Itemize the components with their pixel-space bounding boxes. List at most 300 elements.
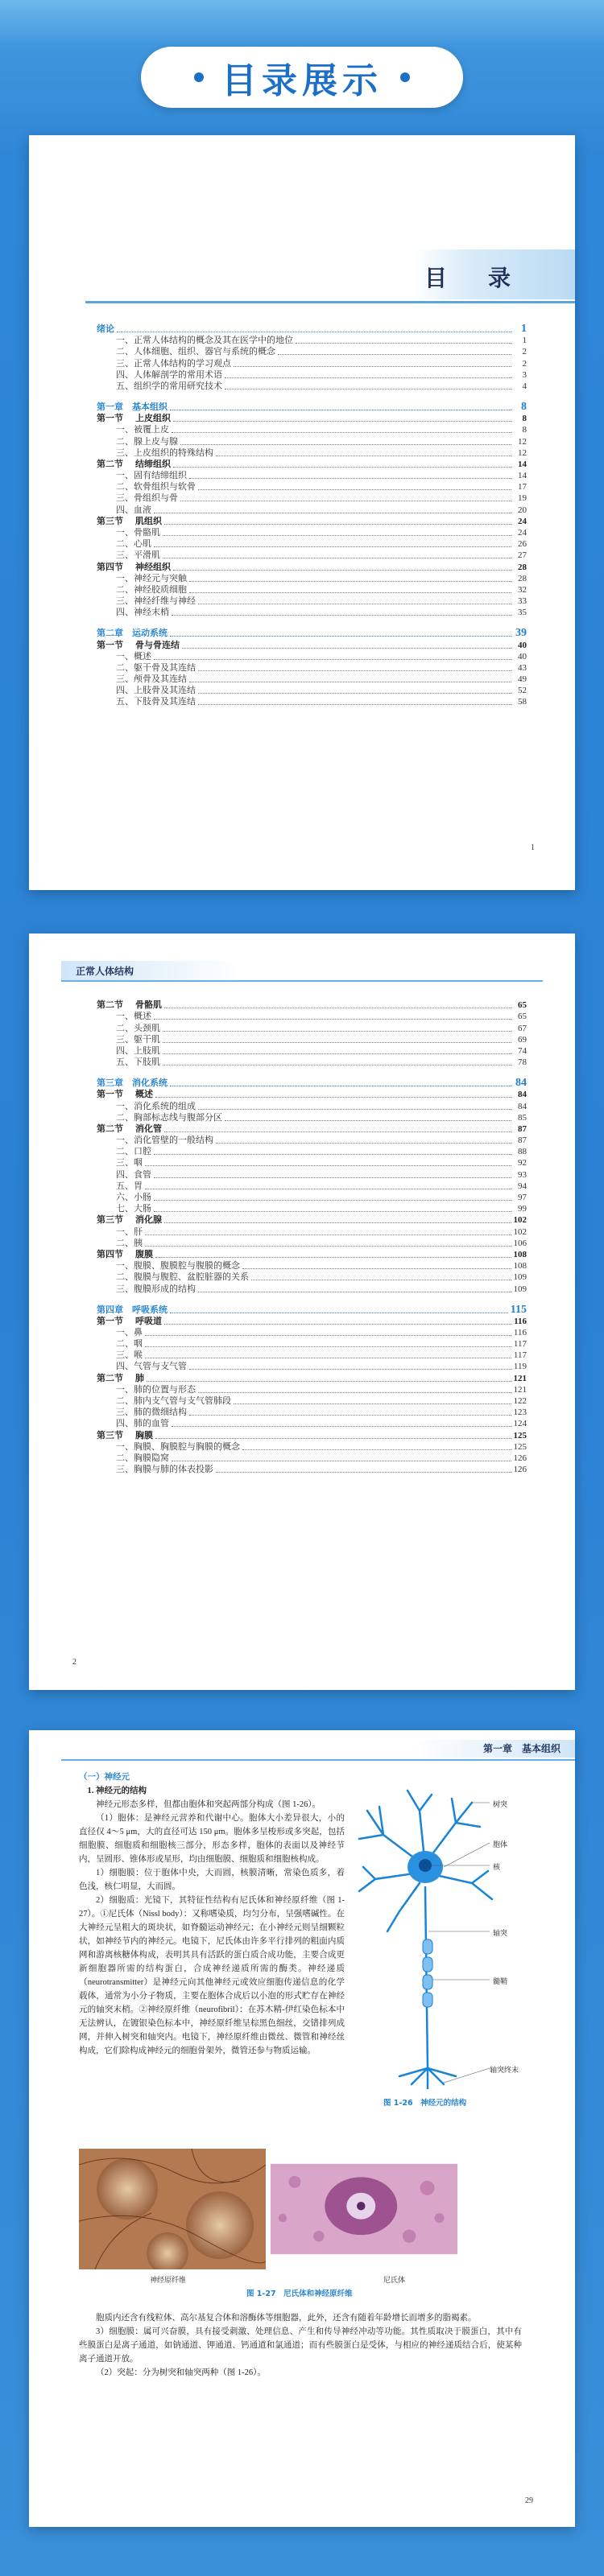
- toc-entry-label: [97, 1123, 162, 1135]
- toc-section-title: 腹膜: [135, 1249, 153, 1259]
- toc-entry-label: [97, 999, 162, 1011]
- toc-leader-dots: [234, 366, 511, 367]
- toc-page-number: 122: [513, 1396, 527, 1406]
- title-banner: [141, 47, 463, 108]
- running-head: 第一章 基本组织: [414, 1740, 575, 1758]
- toc-leader-dots: [198, 704, 511, 705]
- toc-leader-dots: [296, 343, 511, 344]
- toc-entry-label: 七、大肠: [116, 1204, 151, 1214]
- toc-page-number: 40: [518, 651, 527, 662]
- toc-page-number: 78: [518, 1057, 527, 1068]
- toc-entry-label: 三、咽: [116, 1158, 143, 1168]
- toc-section-number: 第四节: [97, 1249, 123, 1259]
- toc-entry-label: 五、组织学的常用研究技术: [116, 381, 222, 391]
- toc-entry-label: 三、神经纤维与神经: [116, 596, 196, 607]
- toc-page-number: 28: [518, 573, 527, 583]
- toc-entry-label: 二、腹膜与腹腔、盆腔脏器的关系: [116, 1272, 249, 1283]
- toc-page-number: 19: [518, 493, 527, 504]
- toc-leader-dots: [164, 1131, 511, 1132]
- toc-page-number: 106: [513, 1238, 527, 1248]
- toc-page-number: 14: [518, 459, 527, 469]
- toc-section-title: 胸膜: [135, 1430, 153, 1440]
- toc-section: [97, 1316, 527, 1327]
- toc-entry-label: 四、血液: [116, 505, 151, 515]
- figure-caption: 图 1-26 神经元的结构: [383, 2099, 467, 2108]
- toc-page-number: 121: [513, 1384, 527, 1395]
- toc-page-number: 1: [522, 336, 527, 346]
- toc-item: [97, 1350, 527, 1361]
- toc-page-number: 108: [513, 1261, 527, 1272]
- toc-page-number: 1: [521, 323, 527, 335]
- toc-item: [97, 1011, 527, 1022]
- toc-item: [97, 1384, 527, 1395]
- toc-entry-label: 三、骨组织与骨: [116, 493, 178, 504]
- toc-page-2: [29, 934, 575, 1690]
- toc-item: [97, 596, 527, 607]
- toc-section: [97, 413, 527, 424]
- toc-section-title: 消化腺: [135, 1215, 162, 1226]
- label-nucleus: 核: [493, 1864, 501, 1872]
- toc-entry-label: [97, 459, 171, 470]
- toc-section-number: 第三节: [97, 1215, 123, 1226]
- toc-entry-label: 二、胰: [116, 1238, 143, 1248]
- toc-page-number: 102: [513, 1215, 527, 1226]
- toc-page-number: 121: [513, 1373, 527, 1383]
- toc-entry-label: 二、躯干骨及其连结: [116, 662, 196, 673]
- toc-page-number: 84: [518, 1090, 527, 1100]
- label-dendrite: 树突: [493, 1801, 508, 1809]
- toc-heading-banner: [414, 249, 575, 299]
- toc-leader-dots: [163, 1053, 511, 1054]
- toc-page-number: 24: [518, 528, 527, 538]
- bullet-dot-left: [194, 72, 204, 82]
- running-header: [29, 934, 575, 985]
- toc-leader-dots: [216, 1472, 511, 1473]
- toc-entry-label: 三、颅骨及其连结: [116, 674, 187, 685]
- toc-leader-dots: [155, 1438, 511, 1439]
- toc-entry-label: 一、肝: [116, 1226, 143, 1237]
- toc-item: [97, 381, 527, 392]
- toc-entry-label: 四、神经末梢: [116, 608, 169, 618]
- toc-entry-label: 四、上肢骨及其连结: [116, 686, 196, 696]
- figure-caption: 图 1-27 尼氏体和神经原纤维: [246, 2290, 353, 2298]
- toc-entry-label: 一、概述: [116, 651, 151, 662]
- toc-page-1: [29, 135, 575, 890]
- toc-leader-dots: [145, 1346, 511, 1347]
- toc-page-number: 12: [518, 436, 527, 447]
- toc-item: [97, 357, 527, 369]
- toc-page-number: 92: [518, 1158, 527, 1168]
- toc-page-number: 52: [518, 686, 527, 696]
- toc-entry-label: 五、下肢骨及其连结: [116, 697, 196, 707]
- toc-page-number: 94: [518, 1181, 527, 1191]
- toc-section: [97, 1089, 527, 1100]
- toc-entry-label: 二、咽: [116, 1339, 143, 1350]
- toc-section-title: 上皮组织: [135, 414, 171, 424]
- paragraph: 神经元形态多样，但都由胞体和突起两部分构成（图 1-26）。: [96, 1800, 321, 1809]
- toc-entry-label: 一、骨骼肌: [116, 528, 160, 538]
- toc-page-number: 4: [522, 381, 527, 391]
- header-rule: [61, 980, 543, 982]
- toc-entry-label: 三、喉: [116, 1350, 143, 1361]
- toc-section: [97, 1123, 527, 1135]
- toc-leader-dots: [182, 648, 511, 649]
- toc-entry-label: [97, 413, 171, 424]
- label-axon: 轴突: [493, 1930, 508, 1938]
- toc-page-number: 126: [513, 1453, 527, 1463]
- toc-page-number: 20: [518, 505, 527, 515]
- toc-item: [97, 447, 527, 459]
- toc-entry-label: 一、神经元与突触: [116, 573, 187, 583]
- cell-nucleus: [419, 1859, 432, 1872]
- toc-page-number: 32: [518, 584, 527, 595]
- toc-item: [97, 1407, 527, 1418]
- toc-section-number: 第一节: [97, 414, 123, 424]
- toc-item: [97, 504, 527, 515]
- toc-entry-label: [97, 562, 171, 573]
- toc-section: [97, 516, 527, 527]
- toc-entry-label: [97, 1249, 153, 1260]
- toc-page-number: 116: [513, 1327, 527, 1337]
- toc-leader-dots: [172, 615, 511, 616]
- toc-heading: 目 录: [424, 266, 528, 291]
- micrograph-label: 尼氏体: [383, 2277, 406, 2285]
- toc-page-number: 109: [513, 1272, 527, 1283]
- toc-entry-label: 二、软骨组织与软骨: [116, 482, 196, 493]
- toc-entry-label: 四、人体解剖学的常用术语: [116, 369, 222, 380]
- toc-item: [97, 1283, 527, 1294]
- toc-entry-label: [97, 1214, 162, 1226]
- toc-chapter: [97, 623, 527, 639]
- toc-leader-dots: [154, 1154, 511, 1155]
- toc-item: [97, 696, 527, 707]
- toc-item: [97, 481, 527, 493]
- toc-item: [97, 1022, 527, 1033]
- toc-leader-dots: [163, 535, 511, 536]
- toc-page-number: 40: [518, 640, 527, 650]
- toc-chapter: [97, 1300, 527, 1316]
- toc-leader-dots: [173, 467, 511, 468]
- toc-page-number: 8: [522, 425, 527, 435]
- toc-section-number: 第一节: [97, 1316, 123, 1326]
- toc-section-number: 第二节: [97, 1000, 123, 1011]
- toc-section-title: 神经组织: [135, 562, 171, 572]
- toc-item: [97, 1453, 527, 1464]
- toc-entry-label: 一、概述: [116, 1012, 151, 1022]
- toc-leader-dots: [147, 1381, 511, 1382]
- toc-item: [97, 1418, 527, 1429]
- toc-leader-dots: [173, 421, 511, 422]
- toc-leader-dots: [145, 1234, 511, 1235]
- toc-leader-dots: [145, 1246, 511, 1247]
- toc-item: [97, 674, 527, 685]
- toc-item: [97, 607, 527, 618]
- toc-section-title: 骨与骨连结: [135, 640, 180, 650]
- toc-entry-label: 第四章 呼吸系统: [97, 1304, 168, 1315]
- toc-entry-label: 一、正常人体结构的概念及其在医学中的地位: [116, 336, 293, 346]
- toc-item: [97, 1135, 527, 1146]
- toc-item: [97, 1045, 527, 1057]
- toc-item: [97, 685, 527, 696]
- toc-page-number: 108: [513, 1249, 527, 1259]
- toc-entry-label: 一、肺的位置与形态: [116, 1384, 196, 1395]
- label-axon-terminal: 轴突终末: [490, 2067, 519, 2075]
- toc-leader-dots: [172, 1426, 511, 1427]
- toc-section: [97, 1249, 527, 1260]
- toc-section-title: 结缔组织: [135, 459, 171, 469]
- toc-leader-dots: [172, 432, 511, 433]
- toc-entry-label: [97, 516, 162, 527]
- toc-item: [97, 346, 527, 357]
- toc-item: [97, 369, 527, 381]
- running-head-bar: [61, 961, 238, 980]
- toc-item: [97, 1441, 527, 1453]
- body-text-wide: [79, 2311, 522, 2380]
- toc-entry-label: 一、消化系统的组成: [116, 1101, 196, 1111]
- toc-page-number: 119: [513, 1362, 527, 1372]
- toc-leader-dots: [154, 1211, 511, 1212]
- toc-entry-label: 二、头颈肌: [116, 1023, 160, 1033]
- toc-entry-label: 四、食管: [116, 1169, 151, 1180]
- toc-page-number: 97: [518, 1193, 527, 1202]
- toc-page-number: 93: [518, 1169, 527, 1180]
- toc-entry-label: 六、小肠: [116, 1193, 151, 1202]
- toc-page-number: 33: [518, 596, 527, 607]
- toc-chapter: [97, 1073, 527, 1089]
- toc-page-number: 24: [518, 516, 527, 526]
- label-myelin: 髓鞘: [493, 1978, 508, 1986]
- toc-section: [97, 561, 527, 572]
- toc-page-number: 8: [521, 400, 527, 413]
- toc-section-number: 第二节: [97, 1123, 123, 1134]
- toc-page-number: 49: [518, 674, 527, 685]
- toc-item: [97, 493, 527, 504]
- toc-page-number: 39: [515, 627, 527, 640]
- toc-section-number: 第一节: [97, 1090, 123, 1100]
- toc-section-title: 消化管: [135, 1123, 162, 1134]
- page-title: 目录展示: [221, 60, 383, 101]
- toc-entry-label: 三、胸膜与肺的体表投影: [116, 1465, 213, 1475]
- toc-entry-label: 三、上皮组织的特殊结构: [116, 447, 213, 458]
- toc-entry-label: 一、胸膜、胸膜腔与胸膜的概念: [116, 1441, 240, 1452]
- toc-page-number: 28: [518, 562, 527, 572]
- toc-entry-label: [97, 1089, 153, 1100]
- toc-item: [97, 1100, 527, 1111]
- toc-page-number: 3: [522, 369, 527, 380]
- toc-page-number: 85: [518, 1112, 527, 1123]
- toc-entry-label: [97, 1373, 144, 1384]
- toc-leader-dots: [154, 1200, 511, 1201]
- toc-leader-dots: [170, 636, 511, 637]
- toc-page-number: 43: [518, 662, 527, 673]
- toc-entry-label: 二、神经胶质细胞: [116, 584, 187, 595]
- toc-divider: [85, 301, 575, 303]
- toc-leader-dots: [198, 489, 511, 490]
- subheading: （一）神经元: [79, 1773, 130, 1782]
- toc-page-number: 117: [513, 1339, 527, 1350]
- toc-item: [97, 1395, 527, 1407]
- toc-page-number: 109: [513, 1284, 527, 1294]
- toc-section: [97, 1372, 527, 1383]
- toc-leader-dots: [198, 1392, 511, 1393]
- toc-page-number: 87: [518, 1123, 527, 1134]
- toc-page-number: 65: [518, 1012, 527, 1022]
- toc-page-number: 26: [518, 539, 527, 550]
- toc-page-number: 125: [513, 1441, 527, 1452]
- toc-section: [97, 459, 527, 470]
- toc-page-number: 87: [518, 1136, 527, 1146]
- toc-item: [97, 1260, 527, 1272]
- toc-leader-dots: [225, 1120, 511, 1121]
- toc-leader-dots: [189, 1369, 511, 1370]
- toc-page-number: 99: [518, 1204, 527, 1214]
- toc-leader-dots: [189, 478, 511, 479]
- paragraph: 3）细胞膜：属可兴奋膜，具有接受刺激、处理信息、产生和传导神经冲动等功能。其性质取决于膜蛋白，其中有些膜蛋白是离子通道，如钠通道、钾通道、钙通道和氯通道；而有些膜蛋白是受体，与相应的神经递质结合后，使某种离子通道开放。: [79, 2327, 522, 2364]
- toc-page-number: 27: [518, 550, 527, 561]
- toc-entry-label: 四、肺的血管: [116, 1419, 169, 1429]
- toc-chapter: [97, 319, 527, 335]
- content-page: [29, 1730, 575, 2527]
- toc-leader-dots: [145, 1335, 511, 1336]
- toc-page-number: 69: [518, 1034, 527, 1045]
- toc-leader-dots: [234, 1403, 511, 1404]
- toc-leader-dots: [154, 659, 511, 660]
- toc-entry-label: [97, 1430, 153, 1441]
- toc-section-number: 第三节: [97, 1430, 123, 1440]
- toc-leader-dots: [198, 693, 511, 694]
- toc-leader-dots: [198, 1109, 511, 1110]
- toc-item: [97, 1226, 527, 1237]
- toc-item: [97, 1181, 527, 1192]
- toc-section-title: 肌组织: [135, 516, 162, 526]
- toc-entry-label: 三、正常人体结构的学习观点: [116, 358, 231, 369]
- toc-item: [97, 1057, 527, 1068]
- toc-section: [97, 999, 527, 1011]
- toc-section-title: 呼吸道: [135, 1316, 162, 1326]
- toc-section-number: 第一节: [97, 640, 123, 650]
- toc-item: [97, 538, 527, 550]
- toc-entry-label: 五、下肢肌: [116, 1057, 160, 1068]
- toc-entry-label: 三、躯干肌: [116, 1034, 160, 1045]
- toc-leader-dots: [189, 1415, 511, 1416]
- toc-leader-dots: [216, 455, 511, 456]
- toc-entry-label: 绪论: [97, 324, 114, 334]
- toc-entry-label: 一、鼻: [116, 1327, 143, 1337]
- header-rule: [61, 1759, 575, 1761]
- toc-leader-dots: [145, 1165, 511, 1166]
- page-number: 2: [72, 1658, 77, 1667]
- toc-item: [97, 1034, 527, 1045]
- toc-section-number: 第四节: [97, 562, 123, 572]
- toc-leader-dots: [216, 1143, 511, 1144]
- toc-page-number: 58: [518, 697, 527, 707]
- toc-item: [97, 573, 527, 584]
- toc-leader-dots: [242, 1449, 511, 1450]
- toc-item: [97, 470, 527, 481]
- toc-entry-label: 三、肺的微细结构: [116, 1408, 187, 1418]
- toc-entry-label: 五、胃: [116, 1181, 143, 1191]
- toc-item: [97, 1361, 527, 1372]
- toc-leader-dots: [155, 1097, 511, 1098]
- micrograph-neurofibril: [79, 2149, 266, 2269]
- toc-page-number: 84: [515, 1077, 527, 1090]
- toc-page-number: 102: [513, 1226, 527, 1237]
- micrograph-nissl: [271, 2149, 457, 2269]
- bullet-dot-right: [400, 72, 410, 82]
- toc-entry-label: 三、平滑肌: [116, 550, 160, 561]
- toc-chapter: [97, 397, 527, 413]
- toc-item: [97, 1157, 527, 1168]
- toc-entry-label: 第三章 消化系统: [97, 1078, 168, 1089]
- toc-page-number: 126: [513, 1465, 527, 1475]
- toc-page-number: 67: [518, 1023, 527, 1033]
- toc-section-number: 第二节: [97, 459, 123, 469]
- toc-page-number: 115: [510, 1303, 527, 1316]
- toc-entry-label: 二、胸膜隐窝: [116, 1453, 169, 1463]
- toc-section-title: 概述: [135, 1090, 153, 1100]
- toc-leader-dots: [164, 1222, 511, 1223]
- toc-leader-dots: [164, 524, 511, 525]
- toc-item: [97, 651, 527, 662]
- running-header: [29, 1730, 575, 1762]
- section-heading: 1. 神经元的结构: [87, 1787, 147, 1795]
- paragraph: （1）胞体：是神经元营养和代谢中心。胞体大小差异很大，小的直径仅 4～5 μm，大的直径可达 150 μm。胞体多呈梭形或多突起，包括细胞膜、细胞质和细胞核三部分，形态多样，胞体的表面以及神经节内，呈圆形、锥体形或星形，均由细胞膜、细胞质和细胞核构成。: [79, 1814, 345, 1864]
- paragraph: 胞质内还含有线粒体、高尔基复合体和溶酶体等细胞器，此外，还含有随着年龄增长而增多的脂褐素。: [96, 2314, 477, 2323]
- toc-item: [97, 662, 527, 674]
- page-number: 29: [525, 2496, 533, 2505]
- toc-item: [97, 584, 527, 596]
- running-head: 正常人体结构: [76, 966, 134, 977]
- toc-page-number: 12: [518, 447, 527, 458]
- label-cell-body: 胞体: [493, 1841, 508, 1849]
- toc-section: [97, 1429, 527, 1440]
- toc-item: [97, 1464, 527, 1475]
- toc-item: [97, 335, 527, 346]
- toc-list-2: [97, 999, 527, 1475]
- toc-entry-label: 二、肺内支气管与支气管肺段: [116, 1396, 231, 1406]
- toc-item: [97, 435, 527, 447]
- toc-entry-label: 二、胸部标志线与腹部分区: [116, 1112, 222, 1123]
- toc-entry-label: 二、口腔: [116, 1147, 151, 1157]
- toc-leader-dots: [173, 570, 511, 571]
- toc-item: [97, 1112, 527, 1123]
- toc-entry-label: 四、气管与支气管: [116, 1362, 187, 1372]
- toc-section-number: 第三节: [97, 516, 123, 526]
- toc-page-number: 124: [513, 1419, 527, 1429]
- toc-leader-dots: [189, 581, 511, 582]
- toc-leader-dots: [198, 670, 511, 671]
- toc-page-number: 65: [518, 1000, 527, 1011]
- toc-page-number: 123: [513, 1408, 527, 1418]
- body-text-column: [79, 1770, 345, 2058]
- toc-page-number: 88: [518, 1147, 527, 1157]
- page-number: 1: [531, 843, 535, 852]
- toc-entry-label: 二、人体细胞、组织、器官与系统的概念: [116, 347, 275, 357]
- toc-page-number: 116: [514, 1316, 527, 1326]
- toc-section: [97, 1214, 527, 1226]
- toc-entry-label: 四、上肢肌: [116, 1045, 160, 1056]
- toc-page-number: 17: [518, 482, 527, 493]
- toc-leader-dots: [278, 354, 511, 355]
- toc-entry-label: 一、固有结缔组织: [116, 471, 187, 481]
- toc-entry-label: [97, 640, 180, 651]
- toc-item: [97, 1338, 527, 1350]
- toc-entry-label: 二、腺上皮与腺: [116, 436, 178, 447]
- toc-leader-dots: [225, 377, 511, 378]
- toc-list-1: [97, 314, 527, 707]
- toc-entry-label: 一、腹膜、腹膜腔与腹膜的概念: [116, 1261, 240, 1272]
- toc-page-number: 14: [518, 471, 527, 481]
